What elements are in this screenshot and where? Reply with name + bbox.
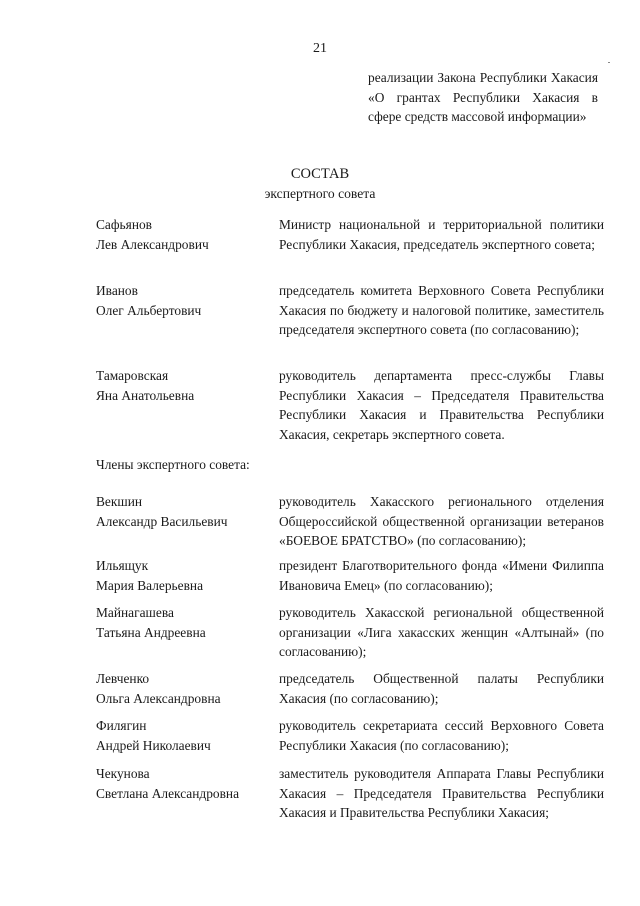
approval-note: реализации Закона Республики Хакасия «О грантах Республики Хакасия в сфере средств массовой информации»	[368, 70, 598, 124]
member-role: руководитель Хакасской региональной общественной организации «Лига хакасских женщин «Алтынай» (по согласованию);	[279, 605, 604, 659]
member-name	[96, 716, 266, 755]
member-role: председатель комитета Верховного Совета Республики Хакасия по бюджету и налоговой политике, заместитель председателя экспертного совета (по согласованию);	[279, 283, 604, 337]
member-surname: Ильящук	[96, 558, 149, 573]
page-number: 21	[313, 41, 327, 56]
member-given-name: Светлана Александровна	[96, 785, 240, 801]
member-name	[96, 366, 266, 405]
member-role: Министр национальной и территориальной политики Республики Хакасия, председатель экспертного совета;	[279, 217, 604, 252]
member-given-name: Андрей Николаевич	[96, 737, 211, 753]
document-title: СОСТАВ	[290, 166, 350, 182]
member-surname: Филягин	[96, 718, 147, 733]
member-surname: Чекунова	[96, 766, 150, 781]
member-name	[96, 492, 266, 531]
member-given-name: Ольга Александровна	[96, 690, 221, 706]
member-name	[96, 603, 266, 642]
member-name	[96, 215, 266, 254]
member-name	[96, 764, 266, 803]
member-surname: Иванов	[96, 283, 138, 298]
member-given-name: Лев Александрович	[96, 236, 209, 252]
member-surname: Левченко	[96, 671, 150, 686]
member-role: руководитель департамента пресс-службы Главы Республики Хакасия – Председателя Правительства Республики Хакасия и Правительства Республики Хакасия, секретарь экспертного совета.	[279, 368, 604, 442]
member-given-name: Татьяна Андреевна	[96, 624, 206, 640]
member-name	[96, 556, 266, 595]
document-subtitle: экспертного совета	[264, 186, 376, 201]
member-surname: Векшин	[96, 494, 143, 509]
member-name	[96, 281, 266, 320]
member-given-name: Александр Васильевич	[96, 513, 228, 529]
member-role: заместитель руководителя Аппарата Главы Республики Хакасия – Председателя Правительства Республики Хакасия и Правительства Республики Хакасия;	[279, 766, 604, 820]
member-given-name: Мария Валерьевна	[96, 577, 204, 593]
member-given-name: Яна Анатольевна	[96, 387, 195, 403]
scan-artifact-dot	[608, 62, 610, 63]
member-role: руководитель Хакасского регионального отделения Общероссийской общественной организации ветеранов «БОЕВОЕ БРАТСТВО» (по согласованию);	[279, 494, 604, 548]
member-surname: Майнагашева	[96, 605, 174, 620]
member-role: руководитель секретариата сессий Верховного Совета Республики Хакасия (по согласованию);	[279, 718, 604, 753]
member-role: президент Благотворительного фонда «Имени Филиппа Ивановича Емец» (по согласованию);	[279, 558, 604, 593]
member-surname: Тамаровская	[96, 368, 169, 383]
member-given-name: Олег Альбертович	[96, 302, 202, 318]
member-name	[96, 669, 266, 708]
member-surname: Сафьянов	[96, 217, 153, 232]
members-heading: Члены экспертного совета:	[96, 457, 250, 472]
member-role: председатель Общественной палаты Республики Хакасия (по согласованию);	[279, 671, 604, 706]
